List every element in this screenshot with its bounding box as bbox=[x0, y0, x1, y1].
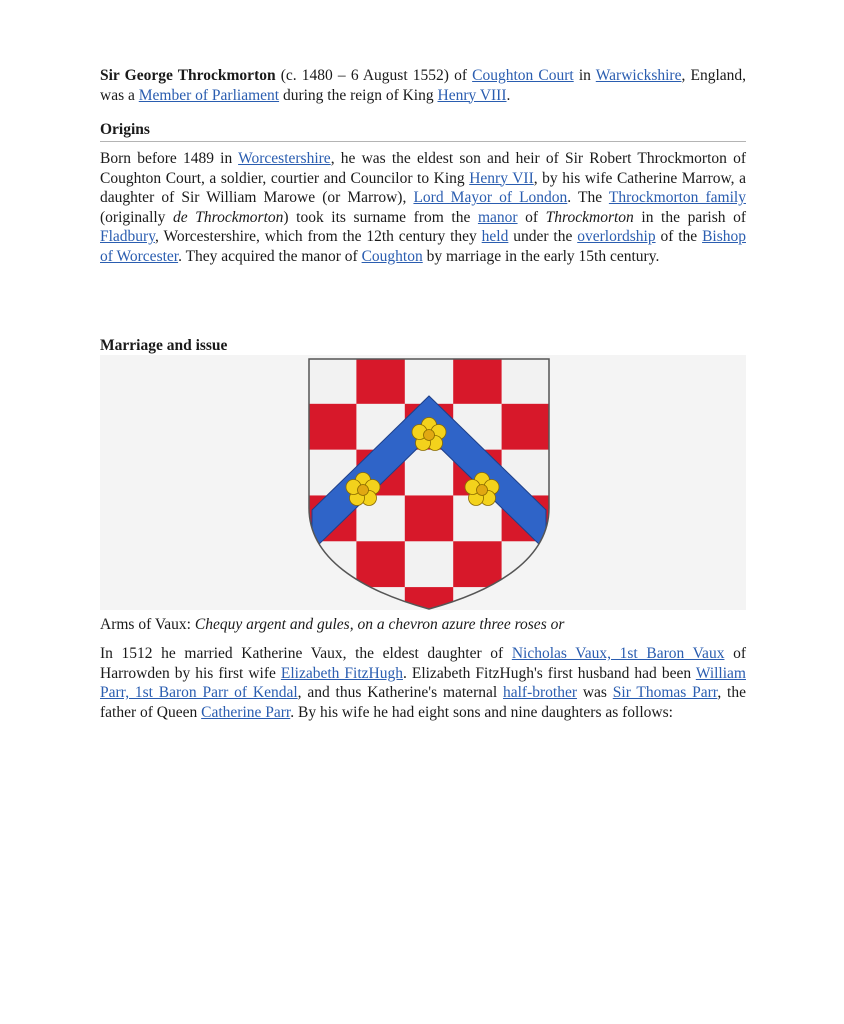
link-worcestershire[interactable]: Worcestershire bbox=[238, 150, 331, 167]
origins-paragraph: Born before 1489 in Worcestershire, he was the eldest son and heir of Sir Robert Throckmorton of Coughton Court, a soldier, courtier and Councilor to King Henry VII, by his wife Catherine Marrow, a daughter of Sir William Marowe (or Marrow), Lord Mayor of London. The Throckmorton family (originally de Throckmorton) took its surname from the manor of Throckmorton in the parish of Fladbury, Worcestershire, which from the 12th century they held under the overlordship of the Bishop of Worcester. They acquired the manor of Coughton by marriage in the early 15th century. bbox=[100, 150, 746, 265]
link-bishop-of-worcester[interactable]: Bishop of Worcester bbox=[100, 228, 746, 265]
link-warwickshire[interactable]: Warwickshire bbox=[595, 67, 682, 84]
link-henry-viii[interactable]: Henry VIII bbox=[437, 86, 507, 104]
chequy-square bbox=[502, 541, 550, 587]
link-fladbury[interactable]: Fladbury bbox=[100, 228, 155, 245]
intro-paragraph: Sir George Throckmorton (c. 1480 – 6 August 1552) of Coughton Court in Warwickshire, England, was a Member of Parliament during the reign of King Henry VIII. bbox=[100, 67, 747, 104]
marriage-heading: Marriage and issue bbox=[100, 337, 746, 358]
link-william-parr[interactable]: William Parr, 1st Baron Parr of Kendal bbox=[100, 664, 746, 701]
link-lord-mayor-of-london[interactable]: Lord Mayor of London bbox=[413, 189, 568, 206]
subject-name: Sir George Throckmorton bbox=[100, 67, 276, 84]
coat-of-arms-icon bbox=[308, 358, 550, 610]
chequy-square bbox=[308, 358, 357, 404]
chequy-square bbox=[502, 587, 550, 610]
link-held[interactable]: held bbox=[481, 228, 509, 245]
chequy-square bbox=[308, 404, 357, 450]
chequy-square bbox=[502, 404, 550, 450]
marriage-paragraph: In 1512 he married Katherine Vaux, the eldest daughter of Nicholas Vaux, 1st Baron Vaux of Harrowden by his first wife Elizabeth FitzHugh. Elizabeth FitzHugh's first husband had been William Parr, 1st Baron Parr of Kendal, and thus Katherine's maternal half-brother was Sir Thomas Parr, the father of Queen Catherine Parr. By his wife he had eight sons and nine daughters as follows: bbox=[100, 645, 746, 721]
chequy-square bbox=[308, 587, 357, 610]
link-member-of-parliament[interactable]: Member of Parliament bbox=[138, 86, 280, 104]
link-coughton[interactable]: Coughton bbox=[361, 247, 423, 265]
link-overlordship[interactable]: overlordship bbox=[577, 228, 656, 245]
chequy-square bbox=[502, 358, 550, 404]
chequy-square bbox=[405, 541, 454, 587]
link-nicholas-vaux[interactable]: Nicholas Vaux, 1st Baron Vaux bbox=[511, 645, 725, 662]
chequy-square bbox=[405, 587, 454, 610]
chequy-square bbox=[453, 541, 502, 587]
chequy-square bbox=[453, 358, 502, 404]
origins-heading: Origins bbox=[100, 121, 746, 142]
link-half-brother[interactable]: half-brother bbox=[502, 684, 578, 701]
chequy-square bbox=[405, 450, 454, 496]
link-coughton-court[interactable]: Coughton Court bbox=[472, 67, 574, 84]
link-elizabeth-fitzhugh[interactable]: Elizabeth FitzHugh bbox=[280, 664, 403, 682]
chequy-square bbox=[308, 541, 357, 587]
chequy-square bbox=[356, 358, 405, 404]
link-henry-vii[interactable]: Henry VII bbox=[469, 169, 534, 187]
link-sir-thomas-parr[interactable]: Sir Thomas Parr bbox=[612, 684, 718, 701]
link-throckmorton-family[interactable]: Throckmorton family bbox=[608, 189, 746, 206]
link-manor[interactable]: manor bbox=[477, 208, 518, 226]
arms-caption: Arms of Vaux: Chequy argent and gules, on a chevron azure three roses or bbox=[100, 616, 565, 633]
link-catherine-parr[interactable]: Catherine Parr bbox=[201, 703, 291, 721]
chequy-square bbox=[405, 495, 454, 541]
chequy-square bbox=[356, 541, 405, 587]
